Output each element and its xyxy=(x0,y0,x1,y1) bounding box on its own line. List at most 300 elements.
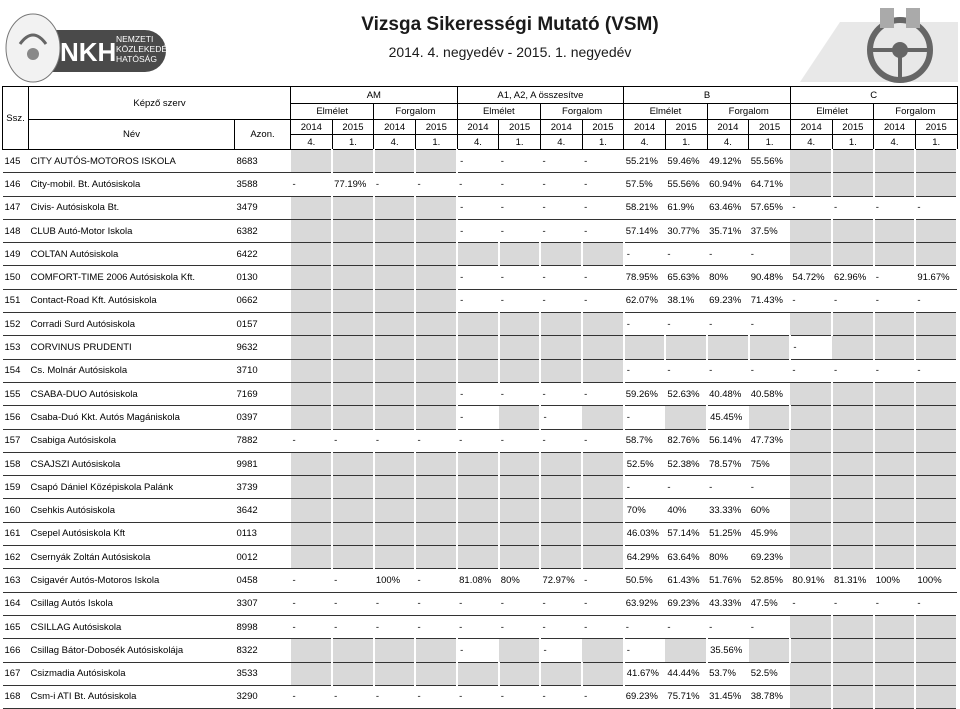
empty-cell xyxy=(499,243,541,266)
row-ssz: 167 xyxy=(3,662,29,685)
empty-cell xyxy=(874,452,916,475)
empty-cell xyxy=(915,662,957,685)
row-ssz: 149 xyxy=(3,243,29,266)
row-azon: 3479 xyxy=(235,196,291,219)
empty-cell xyxy=(499,359,541,382)
empty-cell xyxy=(415,150,457,173)
value-cell: - xyxy=(582,266,624,289)
empty-cell xyxy=(874,476,916,499)
empty-cell xyxy=(790,662,832,685)
empty-cell xyxy=(415,289,457,312)
value-cell: 60.94% xyxy=(707,173,749,196)
empty-cell xyxy=(332,336,374,359)
value-cell: - xyxy=(874,266,916,289)
value-cell: 61.43% xyxy=(665,569,707,592)
empty-cell xyxy=(415,546,457,569)
row-ssz: 163 xyxy=(3,569,29,592)
row-ssz: 164 xyxy=(3,592,29,615)
value-cell: - xyxy=(665,359,707,382)
empty-cell xyxy=(582,476,624,499)
empty-cell xyxy=(457,452,499,475)
empty-cell xyxy=(415,406,457,429)
empty-cell xyxy=(374,452,416,475)
value-cell: 69.23% xyxy=(665,592,707,615)
table-row xyxy=(3,336,958,359)
row-azon: 7169 xyxy=(235,382,291,405)
empty-cell xyxy=(915,639,957,662)
col-year: 2015 xyxy=(832,120,874,135)
empty-cell xyxy=(457,243,499,266)
value-cell: 64.29% xyxy=(624,546,666,569)
row-ssz: 166 xyxy=(3,639,29,662)
empty-cell xyxy=(457,336,499,359)
empty-cell xyxy=(332,406,374,429)
empty-cell xyxy=(874,546,916,569)
value-cell: - xyxy=(540,685,582,708)
empty-cell xyxy=(790,173,832,196)
empty-cell xyxy=(874,615,916,638)
empty-cell xyxy=(499,336,541,359)
empty-cell xyxy=(374,662,416,685)
value-cell: - xyxy=(790,359,832,382)
empty-cell xyxy=(790,429,832,452)
value-cell: - xyxy=(540,592,582,615)
value-cell: - xyxy=(749,313,791,336)
value-cell: - xyxy=(540,173,582,196)
empty-cell xyxy=(915,476,957,499)
empty-cell xyxy=(332,219,374,242)
value-cell: 80% xyxy=(499,569,541,592)
empty-cell xyxy=(415,452,457,475)
col-quarter: 1. xyxy=(582,135,624,150)
empty-cell xyxy=(915,243,957,266)
col-quarter: 4. xyxy=(457,135,499,150)
empty-cell xyxy=(874,429,916,452)
value-cell: - xyxy=(457,406,499,429)
value-cell: 80.91% xyxy=(790,569,832,592)
row-azon: 3739 xyxy=(235,476,291,499)
row-ssz: 162 xyxy=(3,546,29,569)
value-cell: 70% xyxy=(624,499,666,522)
value-cell: 75% xyxy=(749,452,791,475)
value-cell: - xyxy=(374,173,416,196)
row-ssz: 150 xyxy=(3,266,29,289)
empty-cell xyxy=(582,313,624,336)
empty-cell xyxy=(832,499,874,522)
col-azon: Azon. xyxy=(235,120,291,150)
value-cell: 55.56% xyxy=(665,173,707,196)
value-cell: 81.08% xyxy=(457,569,499,592)
empty-cell xyxy=(415,359,457,382)
row-azon: 0012 xyxy=(235,546,291,569)
value-cell: - xyxy=(540,219,582,242)
value-cell: 53.7% xyxy=(707,662,749,685)
value-cell: - xyxy=(707,359,749,382)
col-quarter: 4. xyxy=(624,135,666,150)
row-azon: 6382 xyxy=(235,219,291,242)
empty-cell xyxy=(790,499,832,522)
empty-cell xyxy=(374,499,416,522)
value-cell: 90.48% xyxy=(749,266,791,289)
row-ssz: 146 xyxy=(3,173,29,196)
value-cell: - xyxy=(832,196,874,219)
value-cell: - xyxy=(540,639,582,662)
row-name: COMFORT-TIME 2006 Autósiskola Kft. xyxy=(29,266,235,289)
row-name: Csepel Autósiskola Kft xyxy=(29,522,235,545)
value-cell: - xyxy=(832,289,874,312)
value-cell: - xyxy=(874,196,916,219)
row-ssz: 160 xyxy=(3,499,29,522)
value-cell: - xyxy=(332,569,374,592)
value-cell: 52.5% xyxy=(624,452,666,475)
empty-cell xyxy=(915,452,957,475)
value-cell: 57.14% xyxy=(665,522,707,545)
empty-cell xyxy=(832,243,874,266)
value-cell: 44.44% xyxy=(665,662,707,685)
table-row xyxy=(3,150,958,173)
value-cell: - xyxy=(499,173,541,196)
row-azon: 3642 xyxy=(235,499,291,522)
empty-cell xyxy=(540,359,582,382)
value-cell: 46.03% xyxy=(624,522,666,545)
empty-cell xyxy=(332,313,374,336)
col-quarter: 1. xyxy=(915,135,957,150)
empty-cell xyxy=(415,476,457,499)
col-quarter: 1. xyxy=(665,135,707,150)
value-cell: 69.23% xyxy=(624,685,666,708)
value-cell: - xyxy=(749,476,791,499)
empty-cell xyxy=(332,662,374,685)
row-ssz: 155 xyxy=(3,382,29,405)
table-row xyxy=(3,359,958,382)
value-cell: 62.07% xyxy=(624,289,666,312)
row-azon: 0113 xyxy=(235,522,291,545)
empty-cell xyxy=(291,499,333,522)
col-quarter: 1. xyxy=(499,135,541,150)
row-name: CORVINUS PRUDENTI xyxy=(29,336,235,359)
row-ssz: 156 xyxy=(3,406,29,429)
empty-cell xyxy=(374,336,416,359)
empty-cell xyxy=(457,546,499,569)
row-azon: 3290 xyxy=(235,685,291,708)
value-cell: - xyxy=(915,592,957,615)
row-ssz: 151 xyxy=(3,289,29,312)
value-cell: 49.12% xyxy=(707,150,749,173)
value-cell: - xyxy=(540,266,582,289)
value-cell: - xyxy=(540,196,582,219)
empty-cell xyxy=(582,662,624,685)
table-row xyxy=(3,615,958,638)
empty-cell xyxy=(790,382,832,405)
value-cell: - xyxy=(457,150,499,173)
row-ssz: 147 xyxy=(3,196,29,219)
table-row xyxy=(3,476,958,499)
row-azon: 8683 xyxy=(235,150,291,173)
value-cell: - xyxy=(499,150,541,173)
value-cell: - xyxy=(540,150,582,173)
value-cell: - xyxy=(790,289,832,312)
empty-cell xyxy=(415,499,457,522)
col-year: 2015 xyxy=(332,120,374,135)
empty-cell xyxy=(291,662,333,685)
logo-text-sub-1: NEMZETI xyxy=(116,34,154,44)
empty-cell xyxy=(915,382,957,405)
table-row xyxy=(3,452,958,475)
col-group-a: A1, A2, A összesítve xyxy=(457,87,624,104)
empty-cell xyxy=(374,266,416,289)
empty-cell xyxy=(457,522,499,545)
value-cell: - xyxy=(874,359,916,382)
col-sub-elmelet: Elmélet xyxy=(624,104,707,120)
value-cell: 38.78% xyxy=(749,685,791,708)
value-cell: - xyxy=(457,615,499,638)
empty-cell xyxy=(540,476,582,499)
value-cell: - xyxy=(790,196,832,219)
value-cell: - xyxy=(624,639,666,662)
row-name: Csaba-Duó Kkt. Autós Magániskola xyxy=(29,406,235,429)
empty-cell xyxy=(415,382,457,405)
value-cell: - xyxy=(457,289,499,312)
value-cell: - xyxy=(582,592,624,615)
nkh-logo xyxy=(6,8,176,84)
row-name: Csm-i ATI Bt. Autósiskola xyxy=(29,685,235,708)
value-cell: - xyxy=(457,685,499,708)
value-cell: - xyxy=(332,685,374,708)
row-name: Csizmadia Autósiskola xyxy=(29,662,235,685)
value-cell: 52.38% xyxy=(665,452,707,475)
row-ssz: 152 xyxy=(3,313,29,336)
empty-cell xyxy=(790,406,832,429)
empty-cell xyxy=(707,336,749,359)
empty-cell xyxy=(291,219,333,242)
value-cell: 43.33% xyxy=(707,592,749,615)
col-ssz: Ssz. xyxy=(3,87,29,150)
empty-cell xyxy=(582,546,624,569)
table-row xyxy=(3,685,958,708)
empty-cell xyxy=(832,336,874,359)
empty-cell xyxy=(832,429,874,452)
value-cell: - xyxy=(540,615,582,638)
empty-cell xyxy=(915,499,957,522)
value-cell: - xyxy=(499,196,541,219)
empty-cell xyxy=(374,406,416,429)
value-cell: 33.33% xyxy=(707,499,749,522)
row-name: Contact-Road Kft. Autósiskola xyxy=(29,289,235,312)
empty-cell xyxy=(915,429,957,452)
value-cell: 35.71% xyxy=(707,219,749,242)
empty-cell xyxy=(415,266,457,289)
value-cell: 35.56% xyxy=(707,639,749,662)
empty-cell xyxy=(582,639,624,662)
empty-cell xyxy=(374,382,416,405)
empty-cell xyxy=(332,196,374,219)
value-cell: - xyxy=(457,266,499,289)
table-row xyxy=(3,429,958,452)
value-cell: - xyxy=(291,615,333,638)
col-year: 2015 xyxy=(582,120,624,135)
empty-cell xyxy=(374,546,416,569)
value-cell: 38.1% xyxy=(665,289,707,312)
col-year: 2014 xyxy=(540,120,582,135)
value-cell: - xyxy=(374,615,416,638)
empty-cell xyxy=(374,476,416,499)
empty-cell xyxy=(291,452,333,475)
empty-cell xyxy=(457,313,499,336)
value-cell: 45.9% xyxy=(749,522,791,545)
empty-cell xyxy=(540,243,582,266)
value-cell: - xyxy=(499,266,541,289)
value-cell: 55.56% xyxy=(749,150,791,173)
empty-cell xyxy=(790,685,832,708)
value-cell: - xyxy=(624,243,666,266)
table-row xyxy=(3,243,958,266)
value-cell: - xyxy=(624,313,666,336)
logo-text-sub-2: KÖZLEKEDÉSI xyxy=(116,44,176,54)
col-quarter: 4. xyxy=(291,135,333,150)
col-year: 2014 xyxy=(624,120,666,135)
empty-cell xyxy=(540,499,582,522)
empty-cell xyxy=(915,336,957,359)
empty-cell xyxy=(374,639,416,662)
empty-cell xyxy=(415,313,457,336)
empty-cell xyxy=(790,546,832,569)
row-azon: 3307 xyxy=(235,592,291,615)
empty-cell xyxy=(832,639,874,662)
value-cell: 71.43% xyxy=(749,289,791,312)
value-cell: 80% xyxy=(707,266,749,289)
empty-cell xyxy=(874,662,916,685)
value-cell: - xyxy=(582,173,624,196)
value-cell: - xyxy=(374,685,416,708)
row-name: CSABA-DUO Autósiskola xyxy=(29,382,235,405)
empty-cell xyxy=(332,639,374,662)
empty-cell xyxy=(374,289,416,312)
empty-cell xyxy=(874,173,916,196)
value-cell: - xyxy=(374,429,416,452)
empty-cell xyxy=(749,406,791,429)
value-cell: 59.26% xyxy=(624,382,666,405)
value-cell: 51.76% xyxy=(707,569,749,592)
value-cell: - xyxy=(415,429,457,452)
value-cell: - xyxy=(582,289,624,312)
value-cell: - xyxy=(499,382,541,405)
empty-cell xyxy=(415,219,457,242)
table-row xyxy=(3,289,958,312)
table-row xyxy=(3,266,958,289)
value-cell: 62.96% xyxy=(832,266,874,289)
row-name: CITY AUTÓS-MOTOROS ISKOLA xyxy=(29,150,235,173)
value-cell: - xyxy=(457,429,499,452)
value-cell: - xyxy=(624,359,666,382)
page-subtitle: 2014. 4. negyedév - 2015. 1. negyedév xyxy=(388,44,632,60)
empty-cell xyxy=(291,382,333,405)
empty-cell xyxy=(832,452,874,475)
empty-cell xyxy=(291,313,333,336)
col-quarter: 4. xyxy=(790,135,832,150)
empty-cell xyxy=(915,173,957,196)
value-cell: - xyxy=(665,243,707,266)
col-sub-forgalom: Forgalom xyxy=(540,104,623,120)
value-cell: - xyxy=(332,429,374,452)
empty-cell xyxy=(582,452,624,475)
col-quarter: 4. xyxy=(874,135,916,150)
row-ssz: 159 xyxy=(3,476,29,499)
value-cell: - xyxy=(499,685,541,708)
empty-cell xyxy=(665,639,707,662)
value-cell: 56.14% xyxy=(707,429,749,452)
col-sub-elmelet: Elmélet xyxy=(457,104,540,120)
value-cell: 69.23% xyxy=(707,289,749,312)
empty-cell xyxy=(874,639,916,662)
empty-cell xyxy=(332,359,374,382)
value-cell: - xyxy=(415,173,457,196)
value-cell: 63.64% xyxy=(665,546,707,569)
empty-cell xyxy=(540,546,582,569)
col-year: 2014 xyxy=(707,120,749,135)
value-cell: 52.63% xyxy=(665,382,707,405)
value-cell: 40% xyxy=(665,499,707,522)
empty-cell xyxy=(874,313,916,336)
row-name: Csernyák Zoltán Autósiskola xyxy=(29,546,235,569)
empty-cell xyxy=(332,546,374,569)
value-cell: - xyxy=(707,313,749,336)
value-cell: 65.63% xyxy=(665,266,707,289)
table-row xyxy=(3,662,958,685)
value-cell: - xyxy=(457,592,499,615)
empty-cell xyxy=(540,522,582,545)
row-azon: 9632 xyxy=(235,336,291,359)
row-name: Corradi Surd Autósiskola xyxy=(29,313,235,336)
row-ssz: 168 xyxy=(3,685,29,708)
row-azon: 0130 xyxy=(235,266,291,289)
col-year: 2014 xyxy=(874,120,916,135)
empty-cell xyxy=(291,406,333,429)
row-azon: 6422 xyxy=(235,243,291,266)
value-cell: - xyxy=(624,615,666,638)
value-cell: 77.19% xyxy=(332,173,374,196)
value-cell: - xyxy=(707,615,749,638)
row-name: City-mobil. Bt. Autósiskola xyxy=(29,173,235,196)
col-year: 2014 xyxy=(291,120,333,135)
empty-cell xyxy=(832,382,874,405)
value-cell: - xyxy=(582,150,624,173)
empty-cell xyxy=(582,406,624,429)
row-name: Csillag Bátor-Dobosék Autósiskolája xyxy=(29,639,235,662)
value-cell: - xyxy=(707,476,749,499)
value-cell: 59.46% xyxy=(665,150,707,173)
value-cell: 78.57% xyxy=(707,452,749,475)
empty-cell xyxy=(915,685,957,708)
col-sub-elmelet: Elmélet xyxy=(790,104,873,120)
col-sub-forgalom: Forgalom xyxy=(374,104,457,120)
empty-cell xyxy=(582,243,624,266)
value-cell: - xyxy=(457,382,499,405)
empty-cell xyxy=(874,382,916,405)
value-cell: - xyxy=(832,359,874,382)
value-cell: - xyxy=(749,243,791,266)
logo-text-main: NKH xyxy=(60,37,117,67)
empty-cell xyxy=(457,359,499,382)
empty-cell xyxy=(832,313,874,336)
empty-cell xyxy=(874,150,916,173)
value-cell: 41.67% xyxy=(624,662,666,685)
table-row xyxy=(3,499,958,522)
table-row xyxy=(3,406,958,429)
row-azon: 7882 xyxy=(235,429,291,452)
value-cell: - xyxy=(790,336,832,359)
value-cell: 58.7% xyxy=(624,429,666,452)
table-row xyxy=(3,569,958,592)
